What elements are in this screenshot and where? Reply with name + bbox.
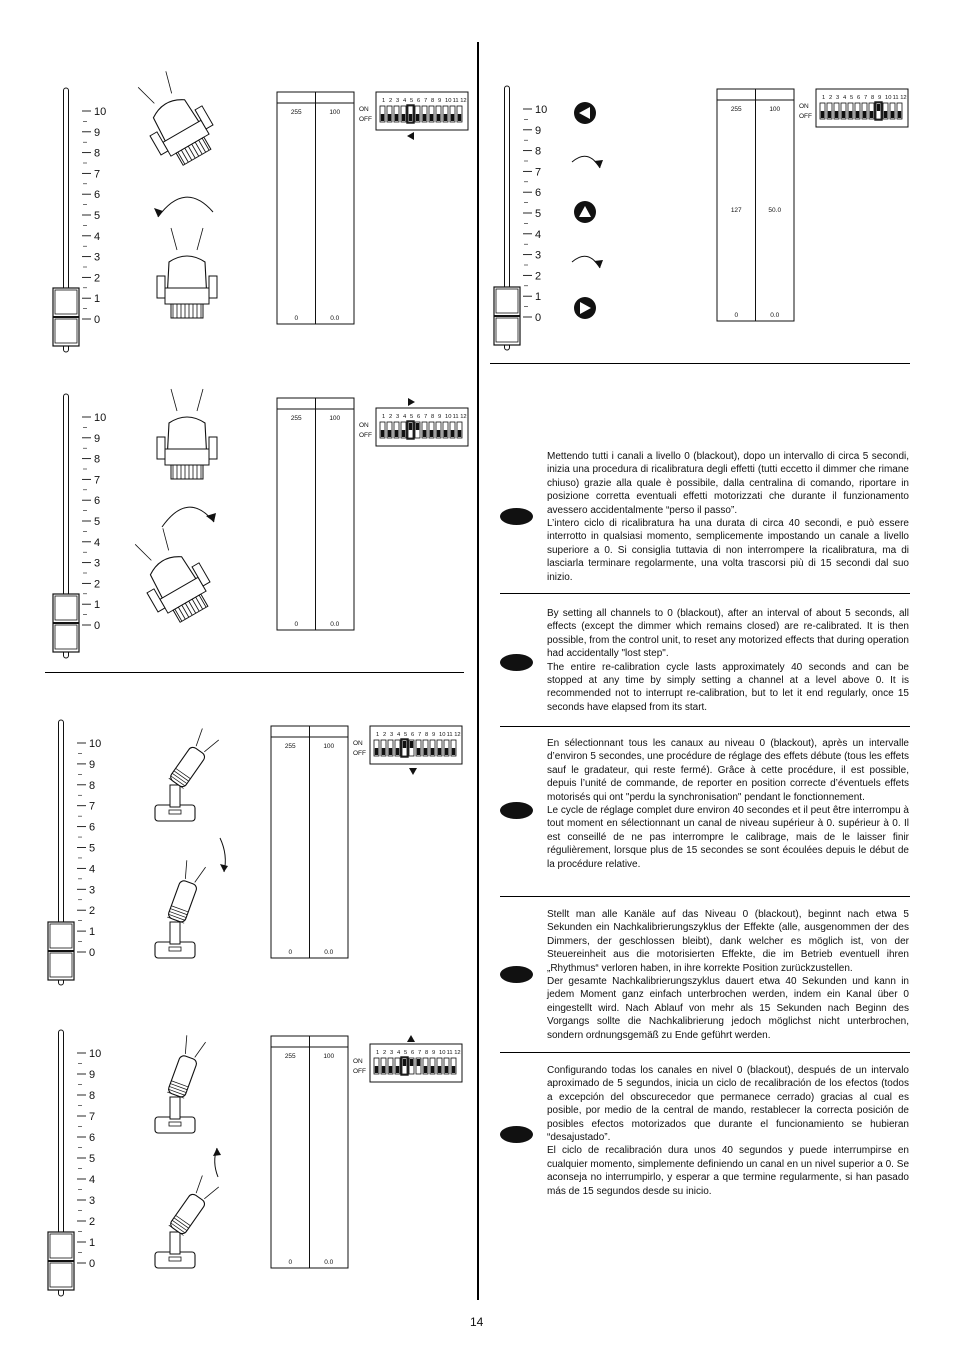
scale-label-0: 0 — [94, 620, 101, 632]
scale-label-9: 9 — [535, 124, 542, 137]
dip-number-9: 9 — [438, 98, 442, 104]
dmx-percent-0: 0.0 — [324, 949, 334, 956]
dip-lever-12 — [458, 430, 461, 437]
dip-number-3: 3 — [396, 98, 400, 104]
figure-pan-left — [53, 64, 468, 352]
dip-number-5: 5 — [404, 1050, 408, 1056]
scale-label-8: 8 — [94, 147, 101, 160]
dmx-value-0: 0 — [288, 949, 293, 956]
dip-number-12: 12 — [454, 732, 461, 738]
scale-label-7: 7 — [89, 800, 96, 813]
dip-number-3: 3 — [390, 732, 394, 738]
scale-label-3: 3 — [94, 557, 101, 570]
dip-lever-5 — [849, 111, 852, 118]
dip-number-3: 3 — [390, 1050, 394, 1056]
scale-label-9: 9 — [94, 126, 101, 139]
dip-off-label: OFF — [353, 750, 366, 757]
moving-head-tilted — [123, 521, 220, 629]
dip-lever-6 — [416, 423, 419, 430]
scale-label-0: 0 — [94, 314, 101, 326]
fixture-beam-left — [181, 860, 192, 879]
dmx-value-255: 255 — [284, 1053, 296, 1060]
fixture-beam-right — [204, 737, 218, 755]
dip-number-5: 5 — [850, 95, 854, 101]
scale-label-2: 2 — [89, 1216, 96, 1228]
dmx-percent-100: 100 — [769, 106, 781, 113]
dip-lever-3 — [835, 111, 838, 118]
dip-lever-6 — [410, 1059, 413, 1066]
rotation-arrow-clockwise-2-arrowhead — [594, 260, 603, 268]
dip-number-2: 2 — [389, 98, 393, 104]
dip-on-label: ON — [353, 740, 363, 747]
fixture-yoke — [170, 785, 180, 807]
scale-label-1: 1 — [89, 926, 96, 939]
dip-number-11: 11 — [892, 95, 899, 101]
fixture-head-body — [167, 879, 198, 923]
dip-lever-10 — [884, 111, 887, 118]
french-text-1: En sélectionnant tous les canaux au niveau 0 (blackout), après un intervalle d’environ 5 secondes, une procédure de réglage des effets débute (tous les effets sauf le gradateur, qui reste fermé). Grâce à cette procédure, il est possible, depuis l’unité de commande, de reporter en position correcte d’éventuels effets motorisés qui ont "perdu la synchronisation" pendant le fonctionnement. — [547, 738, 909, 803]
fixture-beam-right — [195, 865, 206, 884]
dip-number-4: 4 — [403, 414, 407, 420]
dip-lever-12 — [452, 748, 455, 755]
scale-label-10: 10 — [94, 412, 107, 424]
paragraph-english — [547, 607, 909, 714]
scale-label-2: 2 — [94, 272, 101, 285]
dip-number-4: 4 — [403, 98, 407, 104]
dip-number-4: 4 — [397, 1050, 401, 1056]
rotation-arrow — [158, 197, 213, 217]
dip-lever-1 — [821, 111, 824, 118]
dmx-value-127: 127 — [730, 206, 742, 214]
dip-lever-7 — [417, 748, 420, 755]
lang-divider-2 — [500, 726, 910, 727]
scale-label-6: 6 — [89, 821, 96, 834]
rotation-arrow — [162, 507, 214, 527]
paragraph-italian — [547, 450, 909, 584]
dip-lever-11 — [891, 111, 894, 118]
scale-label-6: 6 — [94, 189, 101, 202]
dip-lever-10 — [444, 114, 447, 121]
language-flag-english — [500, 654, 533, 671]
dip-number-9: 9 — [438, 414, 442, 420]
direction-triangle-right — [408, 398, 415, 406]
dip-lever-4 — [402, 114, 405, 121]
scale-label-5: 5 — [89, 842, 96, 855]
scale-label-8: 8 — [94, 453, 101, 466]
language-flag-french — [500, 802, 533, 819]
dip-number-7: 7 — [424, 98, 428, 104]
dip-number-6: 6 — [417, 414, 421, 420]
dip-lever-7 — [863, 111, 866, 118]
french-text-2: Le cycle de réglage complet dure environ 40 secondes et il peut être interrompu à tout moment en sélectionnant un canal de niveau supérieur à 0. supérieur à 0. Il est conseillé de ne pas interrompre le calibrage, mais de le laisser finir régulièrement, lorsque plus de 15 secondes se sont écoulées depuis le début de la procédure relative. — [547, 805, 909, 870]
dmx-percent-100: 100 — [329, 109, 341, 116]
dmx-value-0: 0 — [288, 1259, 293, 1266]
scale-label-5: 5 — [94, 210, 101, 222]
dip-lever-3 — [395, 114, 398, 121]
head-yoke — [165, 449, 209, 465]
dip-lever-10 — [438, 748, 441, 755]
dip-on-label: ON — [359, 106, 369, 113]
dmx-percent-0: 0.0 — [330, 315, 340, 322]
dip-lever-8 — [424, 748, 427, 755]
figure-tilt-down — [48, 720, 462, 985]
dip-lever-9 — [877, 104, 880, 111]
dip-number-5: 5 — [404, 732, 408, 738]
dmx-percent-100: 100 — [329, 415, 341, 422]
scale-label-4: 4 — [94, 230, 101, 243]
dip-number-6: 6 — [857, 95, 861, 101]
dmx-percent-0: 0.0 — [330, 621, 340, 628]
dip-lever-8 — [430, 430, 433, 437]
dip-number-10: 10 — [885, 95, 892, 101]
dip-number-8: 8 — [431, 98, 435, 104]
head-yoke — [165, 288, 209, 304]
tilt-arrow-down-arrowhead — [220, 864, 228, 872]
dip-number-1: 1 — [382, 414, 386, 420]
beam-line-left — [171, 228, 177, 250]
figure-tilt-up — [48, 1030, 462, 1296]
dip-number-8: 8 — [425, 1050, 429, 1056]
dip-lever-8 — [430, 114, 433, 121]
scale-label-7: 7 — [94, 474, 101, 487]
spanish-text-1: Configurando todas los canales en nivel 0 (blackout), después de un intervalo aproximado de 5 segundos, inicia un ciclo de recalibración de los efectos (todos a excepción del obscurecedor que permanece cerrado) gracias al cual es posible, por medio de la central de mando, restablecer la correcta posición de posibles efectos motorizados que durante el funcionamiento se hubieran “desajustado”. — [547, 1065, 909, 1144]
dip-number-9: 9 — [432, 1050, 436, 1056]
scale-label-5: 5 — [89, 1153, 96, 1165]
dip-lever-6 — [416, 114, 419, 121]
dip-number-5: 5 — [410, 414, 414, 420]
scale-label-2: 2 — [535, 270, 542, 283]
language-flag-spanish — [500, 1126, 533, 1143]
dip-lever-1 — [381, 114, 384, 121]
paragraph-french — [547, 737, 909, 871]
dip-number-8: 8 — [425, 732, 429, 738]
fixture-yoke — [170, 1232, 180, 1254]
direction-triangle-left — [407, 132, 414, 140]
dip-off-label: OFF — [359, 116, 372, 123]
dip-lever-2 — [382, 1066, 385, 1073]
lang-divider-4 — [500, 1052, 910, 1053]
scale-label-7: 7 — [535, 166, 542, 179]
rotation-arrow-arrowhead — [206, 513, 216, 522]
scale-label-7: 7 — [94, 168, 101, 181]
dip-lever-4 — [396, 1066, 399, 1073]
dip-number-2: 2 — [389, 414, 393, 420]
dip-number-12: 12 — [900, 95, 907, 101]
dip-lever-2 — [382, 748, 385, 755]
scale-label-4: 4 — [89, 863, 96, 876]
scale-label-2: 2 — [94, 578, 101, 591]
dip-lever-8 — [870, 111, 873, 118]
dip-lever-5 — [403, 741, 406, 748]
dmx-percent-100: 100 — [323, 1053, 335, 1060]
head-base — [171, 304, 203, 318]
tilt-fixture-raised — [155, 1035, 206, 1133]
scale-label-3: 3 — [89, 884, 96, 897]
head-arm-right — [209, 437, 217, 459]
tilt-arrow-up-arrowhead — [213, 1148, 221, 1156]
dip-number-1: 1 — [376, 732, 380, 738]
dmx-percent-50: 50.0 — [768, 206, 782, 214]
dip-lever-2 — [388, 430, 391, 437]
dmx-percent-0: 0.0 — [770, 312, 780, 319]
scale-label-9: 9 — [89, 758, 96, 771]
lang-divider-1 — [500, 593, 910, 594]
dmx-value-255: 255 — [730, 106, 742, 113]
dmx-value-255: 255 — [290, 415, 302, 422]
fixture-beam-right — [204, 1184, 218, 1202]
head-base — [171, 465, 203, 479]
beam-line-right — [161, 71, 177, 93]
dip-off-label: OFF — [799, 113, 812, 120]
dip-lever-10 — [438, 1066, 441, 1073]
dip-number-12: 12 — [460, 98, 467, 104]
scale-label-8: 8 — [89, 779, 96, 792]
scale-label-9: 9 — [94, 432, 101, 445]
scale-label-3: 3 — [94, 251, 101, 264]
fixture-head-body — [167, 1054, 198, 1098]
dip-number-3: 3 — [836, 95, 840, 101]
dip-lever-6 — [410, 741, 413, 748]
dip-lever-12 — [458, 114, 461, 121]
dip-lever-5 — [403, 1059, 406, 1066]
scale-label-9: 9 — [89, 1069, 96, 1081]
beam-line-right — [197, 228, 203, 250]
scale-label-8: 8 — [89, 1090, 96, 1102]
scale-label-4: 4 — [89, 1174, 96, 1186]
scale-label-7: 7 — [89, 1111, 96, 1123]
dmx-value-0: 0 — [294, 315, 299, 322]
dip-number-2: 2 — [829, 95, 833, 101]
scale-label-0: 0 — [89, 947, 96, 959]
rotation-arrow-clockwise-1-arrowhead — [594, 160, 603, 168]
dip-lever-11 — [445, 748, 448, 755]
dip-lever-2 — [828, 111, 831, 118]
fixture-head — [168, 1175, 219, 1236]
dip-lever-4 — [842, 111, 845, 118]
scale-label-3: 3 — [89, 1195, 96, 1207]
fixture-head — [166, 860, 205, 923]
dip-lever-9 — [437, 430, 440, 437]
direction-triangle-up — [407, 1035, 415, 1042]
dip-number-10: 10 — [445, 98, 452, 104]
figure-pan-right — [53, 389, 468, 658]
beam-line-right — [158, 528, 174, 550]
fixture-beam-right — [195, 1040, 206, 1059]
italian-text-1: Mettendo tutti i canali a livello 0 (blackout), dopo un intervallo di circa 5 secondi, inizia una procedura di ricalibratura degli effetti (tutti eccetto il dimmer che rimane chiuso) grazie alla quale è possibile, dalla centralina di comando, riportare in posizione corretta eventuali effetti motorizzati che durante il funzionamento avessero accidentalmente “perso il passo”. — [547, 451, 909, 516]
dmx-value-255: 255 — [284, 743, 296, 750]
dip-number-7: 7 — [418, 732, 422, 738]
dip-lever-6 — [856, 111, 859, 118]
dip-number-7: 7 — [424, 414, 428, 420]
scale-label-6: 6 — [535, 187, 542, 200]
dip-off-label: OFF — [353, 1068, 366, 1075]
lang-divider-3 — [500, 896, 910, 897]
dip-lever-9 — [437, 114, 440, 121]
dip-number-11: 11 — [452, 414, 459, 420]
tilt-fixture-raised — [155, 728, 219, 821]
language-flag-italian — [500, 508, 533, 525]
dip-number-1: 1 — [376, 1050, 380, 1056]
head-arm-right — [209, 276, 217, 298]
dip-number-6: 6 — [417, 98, 421, 104]
dip-on-label: ON — [353, 1058, 363, 1065]
dip-lever-4 — [402, 430, 405, 437]
dip-lever-1 — [375, 1066, 378, 1073]
dip-number-5: 5 — [410, 98, 414, 104]
italian-text-2: L’intero ciclo di ricalibratura ha una durata di circa 40 secondi, e può essere interrotto in qualsiasi momento, semplicemente impostando un canale a livello superiore a 0. Si consiglia tuttavia di non interrompere la ricalibratura, ma di lasciarla terminare regolarmente, una volta trascorsi più di 15 secondi dal suo inizio. — [547, 518, 909, 583]
dmx-value-0: 0 — [734, 312, 739, 319]
dip-lever-12 — [898, 111, 901, 118]
scale-label-2: 2 — [89, 905, 96, 918]
dip-number-3: 3 — [396, 414, 400, 420]
dip-lever-7 — [417, 1059, 420, 1066]
dip-number-8: 8 — [431, 414, 435, 420]
paragraph-german — [547, 908, 909, 1042]
scale-label-5: 5 — [535, 208, 542, 220]
scale-label-1: 1 — [94, 293, 101, 306]
dmx-percent-0: 0.0 — [324, 1259, 334, 1266]
dip-number-12: 12 — [460, 414, 467, 420]
dip-lever-2 — [388, 114, 391, 121]
dip-lever-3 — [389, 748, 392, 755]
moving-head-tilted — [126, 64, 223, 172]
dip-lever-4 — [396, 748, 399, 755]
scale-label-1: 1 — [94, 599, 101, 612]
dip-number-8: 8 — [871, 95, 875, 101]
dip-number-4: 4 — [843, 95, 847, 101]
dip-lever-11 — [451, 430, 454, 437]
dip-number-7: 7 — [418, 1050, 422, 1056]
scale-label-1: 1 — [89, 1237, 96, 1249]
dip-lever-7 — [423, 430, 426, 437]
language-flag-german — [500, 966, 533, 983]
dip-number-11: 11 — [446, 1050, 453, 1056]
english-text-1: By setting all channels to 0 (blackout), after an interval of about 5 seconds, all effects (except the dimmer which remains closed) are re-calibrated. It is then possible, from the control unit, to reset any motorized effects that during operation had accidentally "lost step". — [547, 608, 909, 660]
dip-lever-3 — [389, 1066, 392, 1073]
dip-lever-5 — [409, 423, 412, 430]
scale-label-10: 10 — [89, 738, 102, 750]
scale-label-10: 10 — [94, 106, 107, 118]
beam-line-left — [135, 541, 151, 563]
tilt-fixture-lowered — [155, 1175, 219, 1268]
dmx-value-0: 0 — [294, 621, 299, 628]
fixture-beam-left — [192, 728, 206, 746]
dip-number-1: 1 — [822, 95, 826, 101]
dip-lever-9 — [431, 1066, 434, 1073]
dip-on-label: ON — [799, 103, 809, 110]
scale-label-3: 3 — [535, 249, 542, 262]
dip-number-12: 12 — [454, 1050, 461, 1056]
moving-head-upright — [157, 228, 217, 318]
fixture-beam-left — [192, 1175, 206, 1193]
scale-label-6: 6 — [94, 495, 101, 508]
dip-number-7: 7 — [864, 95, 868, 101]
dmx-percent-100: 100 — [323, 743, 335, 750]
fixture-head — [168, 728, 219, 789]
moving-head-upright — [157, 389, 217, 479]
scale-label-0: 0 — [535, 312, 542, 324]
dip-number-2: 2 — [383, 1050, 387, 1056]
beam-line-left — [171, 389, 177, 411]
dip-lever-1 — [375, 748, 378, 755]
beam-line-right — [197, 389, 203, 411]
dip-lever-1 — [381, 430, 384, 437]
dip-lever-5 — [409, 114, 412, 121]
dip-number-10: 10 — [439, 1050, 446, 1056]
english-text-2: The entire re-calibration cycle lasts approximately 40 seconds and can be stopped at any time by simply setting a channel at a level above 0. It is recommended not to interrupt re-calibration, but to let it end regularly, once 15 seconds have elapsed from its start. — [547, 661, 909, 713]
dip-number-4: 4 — [397, 732, 401, 738]
beam-line-left — [138, 84, 154, 106]
dip-number-10: 10 — [439, 732, 446, 738]
dip-off-label: OFF — [359, 432, 372, 439]
dip-number-10: 10 — [445, 414, 452, 420]
dip-number-11: 11 — [446, 732, 453, 738]
scale-label-4: 4 — [535, 228, 542, 241]
dip-number-2: 2 — [383, 732, 387, 738]
dip-on-label: ON — [359, 422, 369, 429]
scale-label-10: 10 — [89, 1048, 102, 1060]
dip-number-1: 1 — [382, 98, 386, 104]
scale-label-5: 5 — [94, 516, 101, 528]
dip-number-11: 11 — [452, 98, 459, 104]
dip-lever-3 — [395, 430, 398, 437]
scale-label-10: 10 — [535, 104, 548, 116]
dmx-value-255: 255 — [290, 109, 302, 116]
tilt-fixture-lowered — [155, 860, 206, 958]
scale-label-4: 4 — [94, 536, 101, 549]
fixture-yoke — [170, 1097, 180, 1119]
german-text-1: Stellt man alle Kanäle auf das Niveau 0 (blackout), beginnt nach etwa 5 Sekunden ein Nachkalibrierungszyklus der Effekte (alle, ausgenommen der des Dimmers, der geschlossen bleibt), dank welcher es möglich ist, von der Steuereinheit aus die motorisierten Effekte, die im Betrieb eventuell ihren „Rhythmus“ verloren haben, in ihre korrekte Position zurückzustellen. — [547, 909, 909, 974]
dip-number-9: 9 — [432, 732, 436, 738]
fixture-beam-left — [181, 1035, 192, 1054]
scale-label-8: 8 — [535, 145, 542, 158]
scale-label-0: 0 — [89, 1258, 96, 1270]
figure-rotation-speed — [494, 86, 908, 350]
german-text-2: Der gesamte Nachkalibrierungszyklus dauert etwa 40 Sekunden und kann in jedem Moment ganz einfach unterbrochen werden, indem ein Kanal über 0 eingestellt wird. Nach Ablauf von mehr als 15 Sekunden nach Beginn des Vorgangs sollte die Nachkalibrierung jedoch möglichst nicht unterbrochen, sondern ordnungsgemäß zu Ende geführt werden. — [547, 976, 909, 1041]
page-number: 14 — [470, 1315, 484, 1329]
dip-lever-9 — [431, 748, 434, 755]
scale-label-6: 6 — [89, 1132, 96, 1144]
dip-lever-12 — [452, 1066, 455, 1073]
head-arm-left — [157, 437, 165, 459]
dip-lever-11 — [445, 1066, 448, 1073]
spanish-text-2: El ciclo de recalibración dura unos 40 segundos y puede interrumpirse en cualquier momento, simplemente definiendo un canal en un nivel superior a 0. Se aconseja no interrumpirlo, y esperar a que termine regularmente, si han pasado más de 15 segundos desde su inicio. — [547, 1145, 909, 1197]
rotation-arrow-arrowhead — [154, 208, 163, 217]
dip-number-6: 6 — [411, 1050, 415, 1056]
direction-triangle-down — [409, 768, 417, 775]
scale-label-1: 1 — [535, 291, 542, 304]
dip-lever-10 — [444, 430, 447, 437]
dip-number-6: 6 — [411, 732, 415, 738]
dip-lever-8 — [424, 1066, 427, 1073]
paragraph-spanish — [547, 1064, 909, 1198]
dip-number-9: 9 — [878, 95, 882, 101]
dip-lever-11 — [451, 114, 454, 121]
fixture-yoke — [170, 922, 180, 944]
head-arm-left — [157, 276, 165, 298]
dip-lever-7 — [423, 114, 426, 121]
fixture-head — [166, 1035, 205, 1098]
